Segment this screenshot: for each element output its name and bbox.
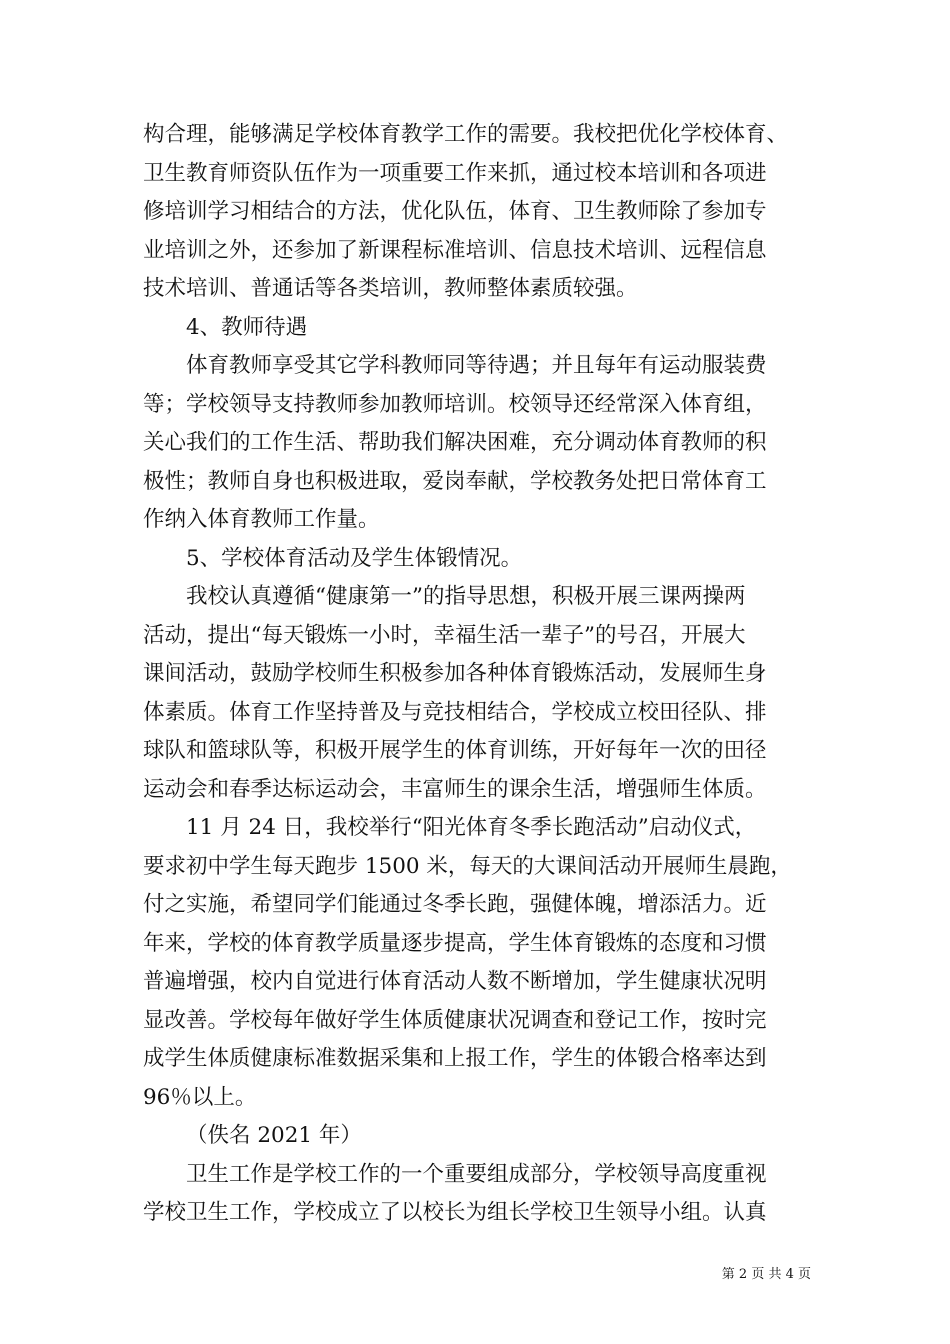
text-line: 运动会和春季达标运动会，丰富师生的课余生活，增强师生体质。 bbox=[143, 776, 767, 802]
text-line: 要求初中学生每天跑步 1500 米，每天的大课间活动开展师生晨跑， bbox=[143, 853, 792, 879]
text-line: 普遍增强，校内自觉进行体育活动人数不断增加，学生健康状况明 bbox=[143, 969, 767, 994]
text-line: 修培训学习相结合的方法，优化队伍，体育、卫生教师除了参加专 bbox=[143, 199, 767, 224]
text-line: 显改善。学校每年做好学生体质健康状况调查和登记工作，按时完 bbox=[143, 1007, 767, 1033]
page-number-footer: 第 2 页 共 4 页 bbox=[721, 1267, 811, 1282]
paragraph bbox=[143, 809, 811, 1117]
text-line: 关心我们的工作生活、帮助我们解决困难，充分调动体育教师的积 bbox=[143, 430, 767, 455]
text-line: 11 月 24 日，我校举行“阳光体育冬季长跑活动”启动仪式， bbox=[186, 815, 757, 840]
text-line: 5、学校体育活动及学生体锻情况。 bbox=[186, 545, 523, 571]
text-line: 年来，学校的体育教学质量逐步提高，学生体育锻炼的态度和习惯 bbox=[143, 930, 767, 956]
text-line: 体素质。体育工作坚持普及与竞技相结合，学校成立校田径队、排 bbox=[143, 699, 767, 725]
text-line: 4、教师待遇 bbox=[186, 314, 308, 340]
text-line: 极性；教师自身也积极进取，爱岗奉献，学校教务处把日常体育工 bbox=[143, 468, 767, 494]
section-heading bbox=[143, 309, 811, 348]
text-line: 活动，提出“每天锻炼一小时，幸福生活一辈子”的号召，开展大 bbox=[143, 622, 746, 648]
text-line: 体育教师享受其它学科教师同等待遇；并且每年有运动服装费 bbox=[186, 353, 767, 378]
text-line: 业培训之外，还参加了新课程标准培训、信息技术培训、远程信息 bbox=[143, 237, 767, 263]
section-heading bbox=[143, 540, 811, 579]
text-line: 成学生体质健康标准数据采集和上报工作，学生的体锻合格率达到 bbox=[143, 1046, 767, 1071]
paragraph bbox=[143, 578, 811, 809]
text-line: 卫生工作是学校工作的一个重要组成部分，学校领导高度重视 bbox=[186, 1161, 767, 1187]
source-note bbox=[143, 1117, 811, 1156]
paragraph bbox=[143, 347, 811, 540]
text-line: 课间活动，鼓励学校师生积极参加各种体育锻炼活动，发展师生身 bbox=[143, 661, 767, 686]
text-line: 我校认真遵循“健康第一”的指导思想，积极开展三课两操两 bbox=[186, 584, 746, 609]
text-line: 学校卫生工作，学校成立了以校长为组长学校卫生领导小组。认真 bbox=[143, 1200, 767, 1225]
text-line: 卫生教育师资队伍作为一项重要工作来抓，通过校本培训和各项进 bbox=[143, 160, 767, 186]
paragraph bbox=[143, 116, 811, 309]
text-line: 96％以上。 bbox=[143, 1084, 257, 1110]
text-line: （佚名 2021 年） bbox=[186, 1123, 362, 1148]
text-line: 构合理，能够满足学校体育教学工作的需要。我校把优化学校体育、 bbox=[143, 122, 789, 147]
text-line: 技术培训、普通话等各类培训，教师整体素质较强。 bbox=[143, 276, 638, 301]
paragraph bbox=[143, 1156, 811, 1233]
text-line: 等；学校领导支持教师参加教师培训。校领导还经常深入体育组， bbox=[143, 391, 767, 417]
text-line: 球队和篮球队等，积极开展学生的体育训练，开好每年一次的田径 bbox=[143, 738, 767, 763]
text-line: 作纳入体育教师工作量。 bbox=[143, 507, 380, 532]
text-line: 付之实施，希望同学们能通过冬季长跑，强健体魄，增添活力。近 bbox=[143, 892, 767, 917]
document-body bbox=[143, 116, 811, 1233]
